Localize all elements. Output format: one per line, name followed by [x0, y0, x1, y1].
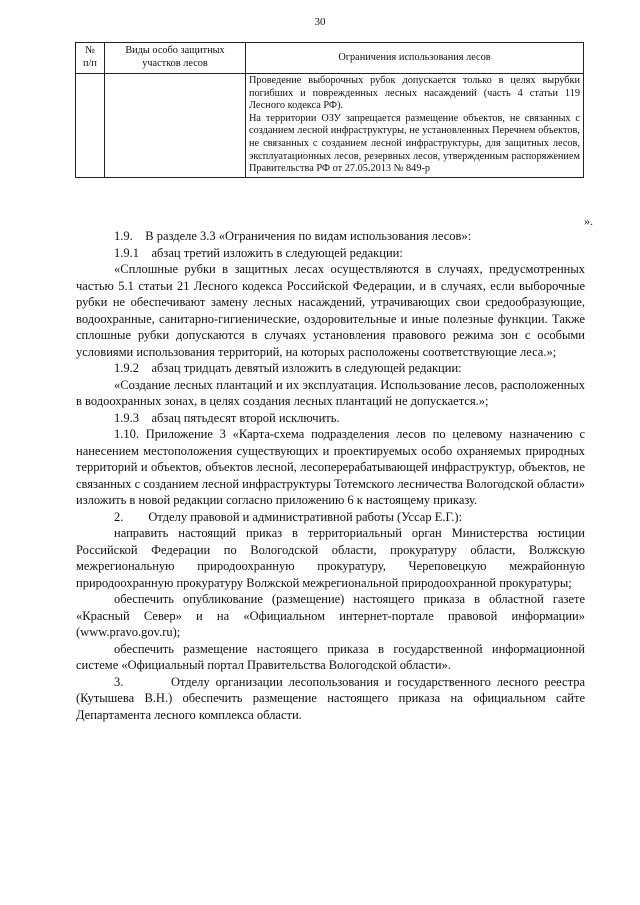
- paragraph-2-portal: обеспечить размещение настоящего приказа в государственной информационной системе «Официальный портал Правительства Вологодской области».: [76, 641, 585, 672]
- restriction-text-2: На территории ОЗУ запрещается размещение объектов, не связанных с созданием лесной инфраструктуры, не установленных Перечнем объектов, не связанных с созданием лесной инфраструктуры, для защитных лесов, эксплуатационных лесов, резервных лесов, утвержденным распоряжением Правительства РФ от 27.05.2013 № 849-р: [249, 112, 580, 175]
- paragraph-2: 2. Отделу правовой и административной работы (Уссар Е.Г.):: [114, 509, 463, 524]
- paragraph-1-9: 1.9. В разделе 3.3 «Ограничения по видам использования лесов»:: [114, 229, 472, 243]
- paragraph-1-9-3: 1.9.3 абзац пятьдесят второй исключить.: [114, 410, 340, 425]
- cell-restrictions: [246, 74, 584, 178]
- restriction-text-1: Проведение выборочных рубок допускается только в целях вырубки погибших и поврежденных лесных насаждений (часть 4 статьи 119 Лесного кодекса РФ).: [249, 75, 580, 112]
- header-restrictions: Ограничения использования лесов: [246, 43, 584, 74]
- paragraph-2-publish: обеспечить опубликование (размещение) настоящего приказа в областной газете «Красный Север» и на «Официальном интернет-портале правовой информации» (www.pravo.gov.ru);: [76, 592, 585, 639]
- page-number: 30: [314, 16, 326, 28]
- paragraph-1-10: 1.10. Приложение 3 «Карта-схема подразделения лесов по целевому назначению с нанесением местоположения существующих и проектируемых особо охраняемых природных территорий и объектов, объектов лесной, лесоперерабатывающей инфраструктур, объектов, не связанных с созданием лесной инфраструктуры Тотемского лесничества Вологодской области» изложить в новой редакции согласно приложению 6 к настоящему приказу.: [76, 427, 585, 507]
- paragraph-1-9-2: 1.9.2 абзац тридцать девятый изложить в следующей редакции:: [114, 361, 462, 375]
- cell-area-type: [105, 74, 246, 178]
- paragraph-clearcut-text: «Сплошные рубки в защитных лесах осуществляются в случаях, предусмотренных частью 5.1 статьи 21 Лесного кодекса Российской Федерации, и в случаях, если выборочные рубки не обеспечивают замену лесных насаждений, утрачивающих свои средообразующие, водоохранные, санитарно-гигиенические, оздоровительные и иные полезные функции. Также сплошные рубки допускаются в случаях установления правового режима зон с особыми условиями использования территорий, на которых расположены соответствующие леса.»;: [76, 262, 585, 359]
- header-number: [76, 43, 105, 74]
- table-row: [76, 74, 584, 178]
- paragraph-3: 3. Отделу организации лесопользования и государственного лесного реестра (Кутышева В.Н.) обеспечить размещение настоящего приказа на официальном сайте Департамента лесного комплекса области.: [76, 674, 589, 722]
- paragraph-2-send-order: направить настоящий приказ в территориальный орган Министерства юстиции Российской Федерации по Вологодской области, прокуратуру области, Волжскую межрегиональную природоохранную прокуратуру, Череповецкую межрайонную природоохранную прокуратуру Волжской межрегиональной природоохранной прокуратуры;: [76, 526, 585, 590]
- cell-number: [76, 74, 105, 178]
- header-area-type: Виды особо защитных участков лесов: [105, 43, 246, 74]
- paragraph-1-9-1: 1.9.1 абзац третий изложить в следующей редакции:: [114, 245, 403, 260]
- table-header-row: [76, 43, 584, 74]
- restrictions-table: [75, 42, 584, 178]
- header-number-text: № п/п: [83, 45, 97, 69]
- document-body: [76, 228, 589, 723]
- paragraph-plantations-text: «Создание лесных плантаций и их эксплуатация. Использование лесов, расположенных в водоохранных зонах, в целях создания лесных плантаций не допускается.»;: [76, 377, 585, 408]
- table-closing-mark: ».: [584, 214, 593, 228]
